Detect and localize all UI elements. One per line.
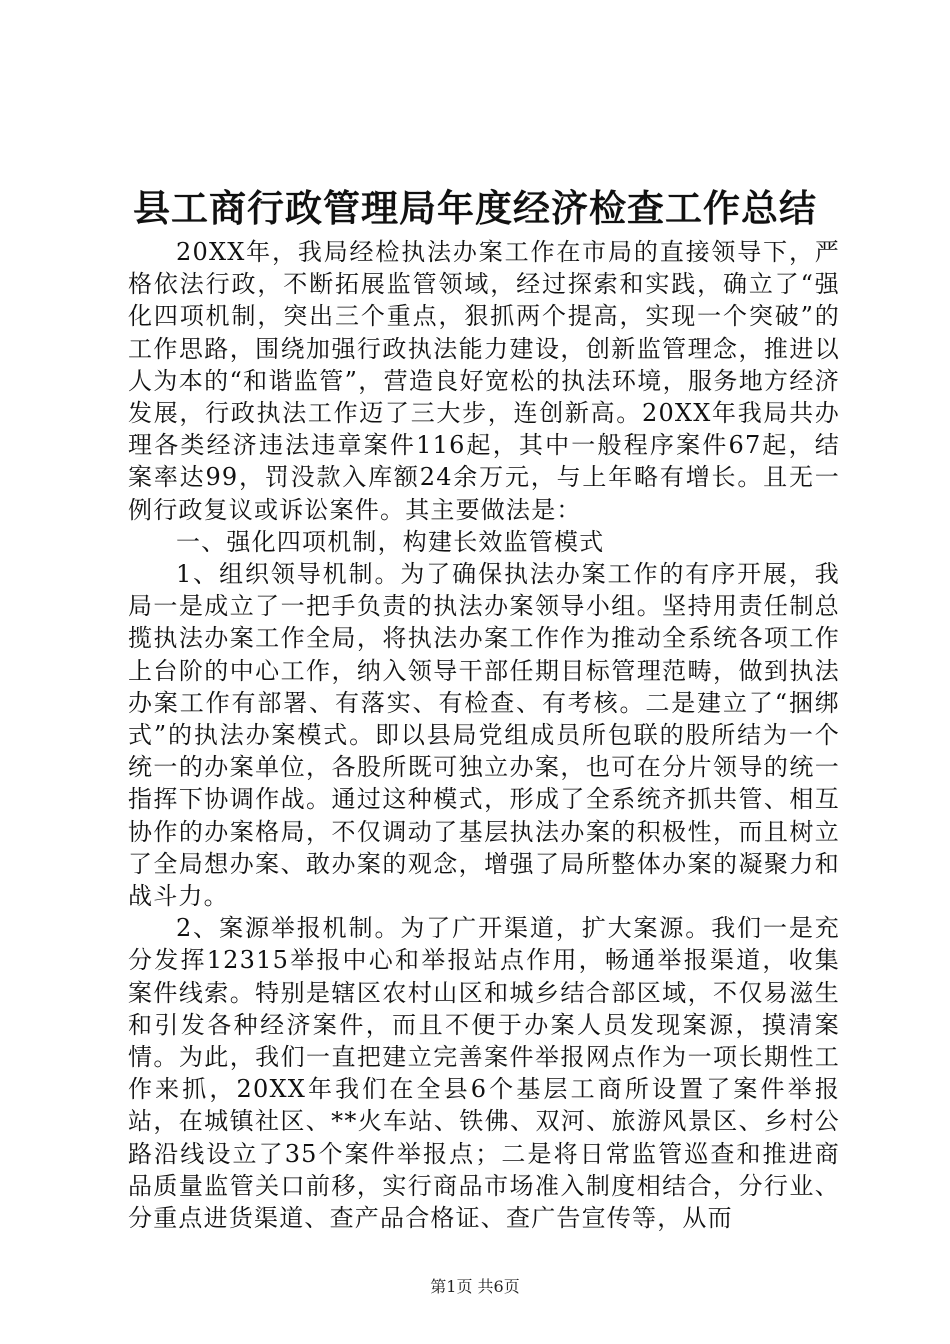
document-body [128, 236, 840, 1234]
document-title: 县工商行政管理局年度经济检查工作总结 [133, 186, 817, 230]
paragraph-intro: 20XX年，我局经检执法办案工作在市局的直接领导下，严格依法行政，不断拓展监管领域，经过探索和实践，确立了“强化四项机制，突出三个重点，狠抓两个提高，实现一个突破”的工作思路，围绕加强行政执法能力建设，创新监管理念，推进以人为本的“和谐监管”，营造良好宽松的执法环境，服务地方经济发展，行政执法工作迈了三大步，连创新高。20XX年我局共办理各类经济违法违章案件116起，其中一般程序案件67起，结案率达99，罚没款入库额24余万元，与上年略有增长。且无一例行政复议或诉讼案件。其主要做法是： [128, 238, 840, 524]
page-number: 第1页 共6页 [430, 1277, 520, 1296]
section-heading: 一、强化四项机制，构建长效监管模式 [176, 527, 605, 556]
paragraph-organization-mechanism: 1、组织领导机制。为了确保执法办案工作的有序开展，我局一是成立了一把手负责的执法办案领导小组。坚持用责任制总揽执法办案工作全局，将执法办案工作作为推动全系统各项工作上台阶的中心工作，纳入领导干部任期目标管理范畴，做到执法办案工作有部署、有落实、有检查、有考核。二是建立了“捆绑式”的执法办案模式。即以县局党组成员所包联的股所结为一个统一的办案单位，各股所既可独立办案，也可在分片领导的统一指挥下协调作战。通过这种模式，形成了全系统齐抓共管、相互协作的办案格局，不仅调动了基层执法办案的积极性，而且树立了全局想办案、敢办案的观念，增强了局所整体办案的凝聚力和战斗力。 [128, 560, 840, 911]
paragraph-report-mechanism: 2、案源举报机制。为了广开渠道，扩大案源。我们一是充分发挥12315举报中心和举报站点作用，畅通举报渠道，收集案件线索。特别是辖区农村山区和城乡结合部区域，不仅易滋生和引发各种经济案件，而且不便于办案人员发现案源，摸清案情。为此，我们一直把建立完善案件举报网点作为一项长期性工作来抓，20XX年我们在全县6个基层工商所设置了案件举报站，在城镇社区、**火车站、铁佛、双河、旅游风景区、乡村公路沿线设立了35个案件举报点；二是将日常监管巡查和推进商品质量监管关口前移，实行商品市场准入制度相结合，分行业、分重点进货渠道、查产品合格证、查广告宣传等，从而 [128, 914, 840, 1233]
